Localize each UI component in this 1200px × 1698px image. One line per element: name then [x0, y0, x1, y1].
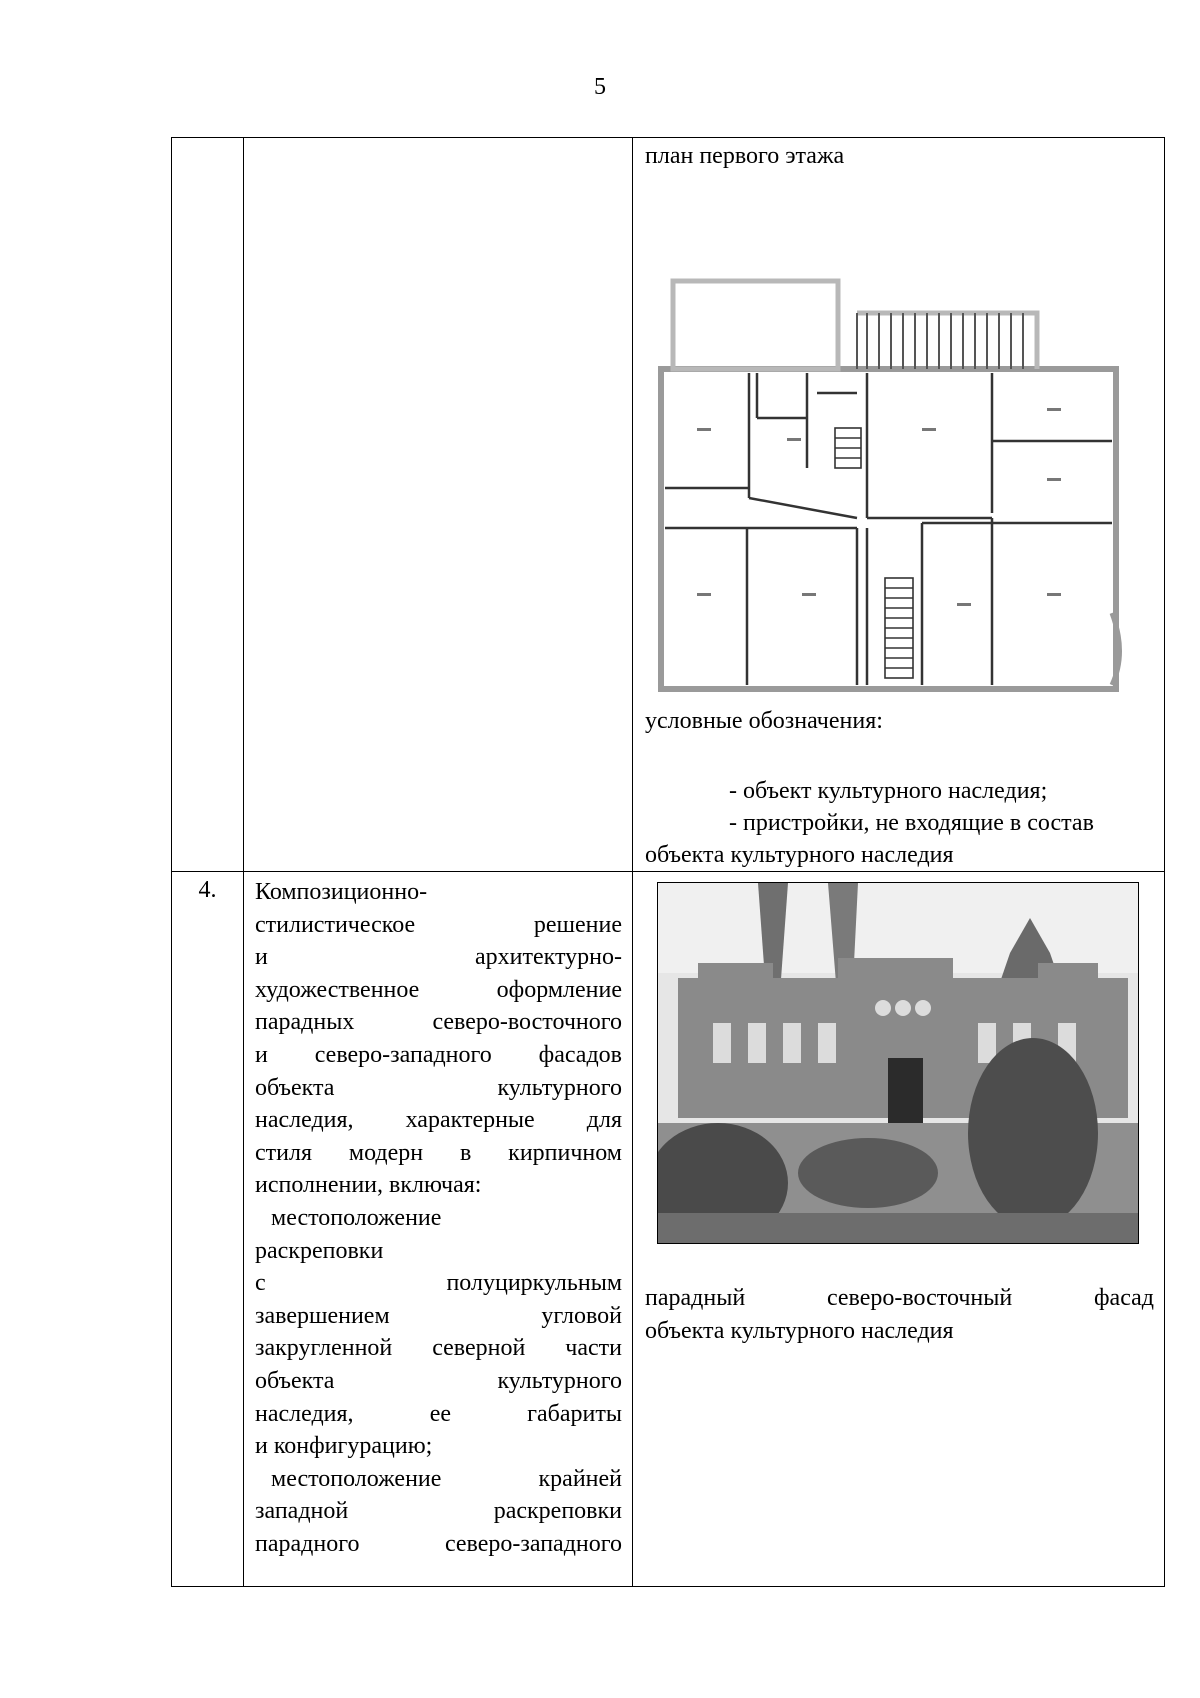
heritage-table: [171, 137, 1165, 1587]
legend-item-heritage-object: - объект культурного наследия;: [729, 778, 1048, 804]
description-line: художественное оформление: [255, 976, 622, 1003]
legend-item-annexes: - пристройки, не входящие в состав: [729, 810, 1094, 836]
description-line: стилистическое решение: [255, 911, 622, 938]
photo-caption: [645, 1282, 1154, 1347]
table-row: [172, 872, 1165, 1587]
photo-cell: [633, 872, 1165, 1587]
description-line: и конфигурацию;: [255, 1433, 433, 1460]
description-cell: [244, 872, 633, 1587]
description-line: Композиционно-: [255, 879, 428, 905]
description-line: местоположение: [271, 1204, 442, 1231]
description-line: стиля модерн в кирпичном: [255, 1139, 622, 1166]
illustration-cell: [633, 138, 1165, 872]
description-line: наследия, характерные для: [255, 1107, 622, 1134]
description-line: и архитектурно-: [255, 944, 622, 971]
description-line: раскреповки: [255, 1237, 384, 1264]
description-line: объекта культурного: [255, 1367, 622, 1394]
description-line: местоположение крайней: [271, 1465, 622, 1492]
legend-title: условные обозначения:: [645, 708, 883, 734]
description-line: объекта культурного: [255, 1074, 622, 1101]
legend-item-annexes-continued: объекта культурного наследия: [645, 842, 954, 868]
description-line: западной раскреповки: [255, 1498, 622, 1525]
description-line: наследия, ее габариты: [255, 1400, 622, 1427]
description-line: закругленной северной части: [255, 1335, 622, 1362]
description-line: и северо-западного фасадов: [255, 1041, 622, 1068]
floor-plan-caption: план первого этажа: [645, 143, 845, 169]
description-line: парадных северо-восточного: [255, 1009, 622, 1036]
description-line: завершением угловой: [255, 1302, 622, 1329]
description-cell: [244, 138, 633, 872]
facade-photo-image: [658, 883, 1138, 1243]
description-line: с полуциркульным: [255, 1270, 622, 1297]
row-number-cell: [172, 138, 244, 872]
row-number: 4.: [172, 872, 244, 1587]
facade-photo: [657, 882, 1139, 1244]
photo-caption-line: парадный северо-восточный фасад: [645, 1285, 1154, 1311]
page-number: 5: [594, 74, 606, 100]
table-row: [172, 138, 1165, 872]
description-line: исполнении, включая:: [255, 1172, 482, 1199]
description-line: парадного северо-западного: [255, 1530, 622, 1557]
photo-caption-line: объекта культурного наследия: [645, 1317, 954, 1344]
